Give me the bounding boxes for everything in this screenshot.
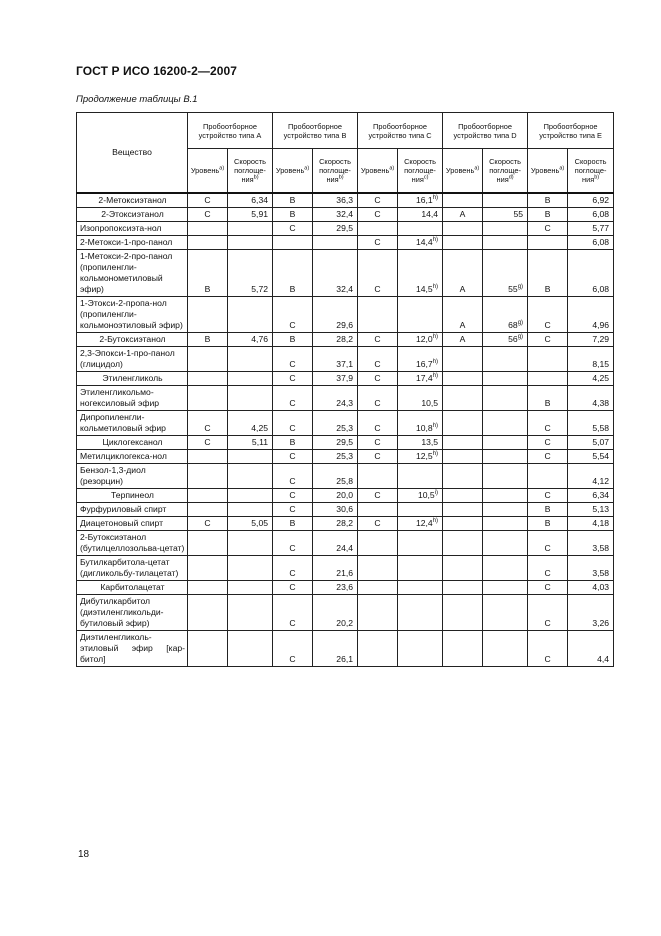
level-cell-a <box>188 502 228 516</box>
level-cell-c: C <box>358 207 398 221</box>
level-cell-c <box>358 530 398 555</box>
level-cell-d <box>443 594 483 630</box>
substance-name: Фурфуриловый спирт <box>77 502 188 516</box>
level-cell-b: C <box>273 555 313 580</box>
substance-name: 2-Бутоксиэтанол (бутилцеллозольва-цетат) <box>77 530 188 555</box>
level-cell-d <box>443 449 483 463</box>
table-row <box>77 385 614 410</box>
level-cell-e: C <box>528 449 568 463</box>
footnote-marker: g) <box>517 333 524 340</box>
level-cell-d <box>443 630 483 666</box>
rate-cell-d <box>483 630 528 666</box>
rate-cell-d <box>483 516 528 530</box>
level-header-d: Уровень$^{а)}$ <box>443 149 483 193</box>
table-row <box>77 207 614 221</box>
level-cell-b: C <box>273 449 313 463</box>
substance-column-header: Вещество <box>77 113 188 193</box>
table-row <box>77 235 614 249</box>
level-cell-b: B <box>273 249 313 296</box>
rate-cell-e: 5,54 <box>568 449 614 463</box>
rate-cell-e: 6,08 <box>568 235 614 249</box>
level-cell-c: C <box>358 488 398 502</box>
rate-cell-b: 23,6 <box>313 580 358 594</box>
table-row <box>77 630 614 666</box>
level-cell-d: A <box>443 296 483 332</box>
rate-cell-a <box>228 594 273 630</box>
rate-header-a: Скорость поглоще-ния$^{b)}$ <box>228 149 273 193</box>
level-cell-e: B <box>528 193 568 208</box>
level-header-c: Уровень$^{а)}$ <box>358 149 398 193</box>
rate-header-c: Скорость поглоще-ния$^{c)}$ <box>398 149 443 193</box>
level-cell-d <box>443 235 483 249</box>
table-row <box>77 516 614 530</box>
level-cell-c: C <box>358 346 398 371</box>
table-row <box>77 410 614 435</box>
rate-cell-e: 3,58 <box>568 530 614 555</box>
level-header-b: Уровень$^{а)}$ <box>273 149 313 193</box>
level-cell-a <box>188 630 228 666</box>
level-cell-c: C <box>358 435 398 449</box>
rate-cell-c: 12,0$^{h)}$ <box>398 332 443 346</box>
rate-cell-e: 3,26 <box>568 594 614 630</box>
rate-cell-e: 4,25 <box>568 371 614 385</box>
substance-name: 2,3-Эпокси-1-про-панол (глицидол) <box>77 346 188 371</box>
level-cell-a: B <box>188 332 228 346</box>
substance-name: Дипропиленгли-кольметиловый эфир <box>77 410 188 435</box>
level-cell-e <box>528 235 568 249</box>
level-header-a: Уровень$^{а)}$ <box>188 149 228 193</box>
level-cell-c: C <box>358 332 398 346</box>
level-cell-c: C <box>358 235 398 249</box>
level-cell-d <box>443 346 483 371</box>
rate-cell-e: 7,29 <box>568 332 614 346</box>
level-cell-c <box>358 630 398 666</box>
substance-name: 2-Бутоксиэтанол <box>77 332 188 346</box>
rate-cell-b: 32,4 <box>313 207 358 221</box>
rate-cell-c <box>398 580 443 594</box>
rate-cell-e: 4,12 <box>568 463 614 488</box>
rate-cell-a <box>228 296 273 332</box>
level-cell-c: C <box>358 516 398 530</box>
substance-name: Терпинеол <box>77 488 188 502</box>
group-header-c: Пробоотборное устройство типа С <box>358 113 443 149</box>
footnote-marker: h) <box>432 283 439 290</box>
rate-cell-a <box>228 235 273 249</box>
level-cell-b: C <box>273 410 313 435</box>
substance-name: Бензол-1,3-диол (резорцин) <box>77 463 188 488</box>
rate-cell-b: 29,5 <box>313 221 358 235</box>
substance-name: Этиленгликольмо-ногексиловый эфир <box>77 385 188 410</box>
level-cell-b: B <box>273 193 313 208</box>
level-cell-e: B <box>528 207 568 221</box>
document-title: ГОСТ Р ИСО 16200-2—2007 <box>76 64 238 78</box>
level-cell-d <box>443 463 483 488</box>
rate-cell-a <box>228 488 273 502</box>
rate-cell-b: 36,3 <box>313 193 358 208</box>
rate-cell-d: 55$^{g)}$ <box>483 249 528 296</box>
level-cell-a <box>188 235 228 249</box>
table-continuation-caption: Продолжение таблицы В.1 <box>76 94 198 105</box>
rate-cell-a: 4,76 <box>228 332 273 346</box>
level-cell-c <box>358 594 398 630</box>
rate-cell-a <box>228 346 273 371</box>
rate-cell-e: 3,58 <box>568 555 614 580</box>
rate-cell-a <box>228 449 273 463</box>
level-cell-e: C <box>528 594 568 630</box>
level-header-e: Уровень$^{а)}$ <box>528 149 568 193</box>
rate-cell-d <box>483 221 528 235</box>
rate-cell-d <box>483 580 528 594</box>
page-number: 18 <box>78 849 90 860</box>
rate-cell-c: 17,4$^{h)}$ <box>398 371 443 385</box>
rate-cell-c: 14,5$^{h)}$ <box>398 249 443 296</box>
substance-name: 1-Метокси-2-про-панол (пропиленгли-кольмонометиловый эфир) <box>77 249 188 296</box>
rate-cell-d <box>483 555 528 580</box>
level-cell-d <box>443 555 483 580</box>
level-cell-d <box>443 516 483 530</box>
level-cell-d <box>443 580 483 594</box>
rate-cell-b: 25,3 <box>313 410 358 435</box>
level-cell-d <box>443 385 483 410</box>
level-cell-a <box>188 371 228 385</box>
level-cell-d <box>443 371 483 385</box>
level-cell-a: C <box>188 193 228 208</box>
rate-cell-b: 25,3 <box>313 449 358 463</box>
level-cell-b: C <box>273 488 313 502</box>
level-cell-a <box>188 530 228 555</box>
level-cell-e: C <box>528 530 568 555</box>
level-cell-c <box>358 221 398 235</box>
rate-cell-b: 21,6 <box>313 555 358 580</box>
rate-cell-d: 68$^{g)}$ <box>483 296 528 332</box>
level-cell-e <box>528 346 568 371</box>
table-row <box>77 371 614 385</box>
level-cell-a <box>188 580 228 594</box>
table-row <box>77 249 614 296</box>
level-cell-c: C <box>358 371 398 385</box>
rate-cell-c <box>398 594 443 630</box>
rate-cell-a: 5,05 <box>228 516 273 530</box>
level-cell-b: B <box>273 435 313 449</box>
level-cell-b: C <box>273 371 313 385</box>
level-cell-b: B <box>273 332 313 346</box>
rate-cell-d <box>483 530 528 555</box>
rate-cell-b: 29,6 <box>313 296 358 332</box>
level-cell-e: C <box>528 221 568 235</box>
level-cell-c: C <box>358 410 398 435</box>
rate-cell-b: 32,4 <box>313 249 358 296</box>
level-cell-b: C <box>273 502 313 516</box>
table-row <box>77 346 614 371</box>
level-cell-d: A <box>443 207 483 221</box>
rate-cell-b: 37,9 <box>313 371 358 385</box>
rate-header-d: Скорость поглоще-ния$^{d)}$ <box>483 149 528 193</box>
rate-cell-c: 10,5$^{i)}$ <box>398 488 443 502</box>
footnote-marker: h) <box>432 450 439 457</box>
rate-cell-e: 4,18 <box>568 516 614 530</box>
level-cell-d <box>443 221 483 235</box>
level-cell-b: C <box>273 580 313 594</box>
rate-cell-b: 25,8 <box>313 463 358 488</box>
group-header-d: Пробоотборное устройство типа D <box>443 113 528 149</box>
level-cell-c: C <box>358 193 398 208</box>
rate-cell-b: 20,2 <box>313 594 358 630</box>
rate-cell-c <box>398 530 443 555</box>
table-row <box>77 435 614 449</box>
rate-cell-c: 10,5 <box>398 385 443 410</box>
table-row <box>77 530 614 555</box>
substance-name: Диэтиленгликоль-этиловый эфир [кар-битол] <box>77 630 188 666</box>
rate-cell-c: 12,4$^{h)}$ <box>398 516 443 530</box>
level-cell-a: C <box>188 410 228 435</box>
rate-cell-e: 6,08 <box>568 207 614 221</box>
footnote-marker: g) <box>517 283 524 290</box>
level-cell-b: B <box>273 207 313 221</box>
level-cell-e: C <box>528 488 568 502</box>
level-cell-d <box>443 488 483 502</box>
rate-cell-a: 5,11 <box>228 435 273 449</box>
level-cell-c <box>358 296 398 332</box>
rate-cell-e: 4,38 <box>568 385 614 410</box>
rate-cell-b: 26,1 <box>313 630 358 666</box>
level-cell-a: C <box>188 207 228 221</box>
level-cell-a: C <box>188 435 228 449</box>
rate-header-b: Скорость поглоще-ния$^{b)}$ <box>313 149 358 193</box>
level-cell-e: B <box>528 385 568 410</box>
rate-cell-e: 5,58 <box>568 410 614 435</box>
rate-cell-c: 16,1$^{h)}$ <box>398 193 443 208</box>
rate-cell-d <box>483 385 528 410</box>
level-cell-b: C <box>273 346 313 371</box>
level-cell-c: C <box>358 385 398 410</box>
rate-cell-a <box>228 502 273 516</box>
rate-cell-b: 20,0 <box>313 488 358 502</box>
rate-cell-a <box>228 580 273 594</box>
rate-cell-b: 24,3 <box>313 385 358 410</box>
level-cell-d: A <box>443 249 483 296</box>
footnote-marker: h) <box>432 333 439 340</box>
level-cell-e: C <box>528 296 568 332</box>
level-cell-e: C <box>528 410 568 435</box>
rate-cell-c: 10,8$^{h)}$ <box>398 410 443 435</box>
rate-cell-c: 16,7$^{h)}$ <box>398 346 443 371</box>
level-cell-c: C <box>358 449 398 463</box>
rate-cell-e: 5,07 <box>568 435 614 449</box>
table-row <box>77 332 614 346</box>
group-header-b: Пробоотборное устройство типа В <box>273 113 358 149</box>
table-row <box>77 296 614 332</box>
level-cell-d: A <box>443 332 483 346</box>
level-cell-b: C <box>273 385 313 410</box>
group-header-a: Пробоотборное устройство типа А <box>188 113 273 149</box>
table-row <box>77 555 614 580</box>
table-row <box>77 221 614 235</box>
rate-cell-c: 12,5$^{h)}$ <box>398 449 443 463</box>
rate-cell-d <box>483 346 528 371</box>
rate-cell-a: 5,72 <box>228 249 273 296</box>
rate-cell-a: 4,25 <box>228 410 273 435</box>
rate-cell-b: 30,6 <box>313 502 358 516</box>
substance-name: Карбитолацетат <box>77 580 188 594</box>
rate-cell-a: 5,91 <box>228 207 273 221</box>
substance-name: 1-Этокси-2-пропа-нол (пропиленгли-кольмоноэтиловый эфир) <box>77 296 188 332</box>
level-cell-e: C <box>528 555 568 580</box>
rate-cell-c <box>398 630 443 666</box>
level-cell-b: C <box>273 296 313 332</box>
level-cell-a: B <box>188 249 228 296</box>
level-cell-c: C <box>358 249 398 296</box>
footnote-marker: h) <box>432 194 439 201</box>
level-cell-e <box>528 463 568 488</box>
rate-cell-c <box>398 463 443 488</box>
rate-cell-c <box>398 221 443 235</box>
level-cell-a <box>188 594 228 630</box>
level-cell-e: B <box>528 249 568 296</box>
rate-cell-e: 8,15 <box>568 346 614 371</box>
level-cell-e: C <box>528 332 568 346</box>
rate-cell-d <box>483 502 528 516</box>
level-cell-c <box>358 580 398 594</box>
footnote-marker: h) <box>432 236 439 243</box>
rate-cell-b <box>313 235 358 249</box>
level-cell-d <box>443 410 483 435</box>
rate-cell-c <box>398 502 443 516</box>
footnote-marker: h) <box>432 372 439 379</box>
level-cell-e: B <box>528 516 568 530</box>
level-cell-b: C <box>273 530 313 555</box>
rate-cell-a <box>228 385 273 410</box>
substance-name: 2-Этоксиэтанол <box>77 207 188 221</box>
level-cell-c <box>358 502 398 516</box>
level-cell-c <box>358 555 398 580</box>
table-row <box>77 193 614 208</box>
level-cell-e <box>528 371 568 385</box>
substance-name: 2-Метокси-1-про-панол <box>77 235 188 249</box>
table-row <box>77 580 614 594</box>
rate-cell-d: 55 <box>483 207 528 221</box>
table-row <box>77 502 614 516</box>
rate-cell-a <box>228 463 273 488</box>
footnote-marker: i) <box>434 489 439 496</box>
level-cell-a <box>188 346 228 371</box>
rate-cell-b: 24,4 <box>313 530 358 555</box>
footnote-marker: h) <box>432 422 439 429</box>
rate-cell-d <box>483 371 528 385</box>
rate-cell-c <box>398 296 443 332</box>
rate-cell-a <box>228 630 273 666</box>
footnote-marker: g) <box>517 319 524 326</box>
table-row <box>77 488 614 502</box>
level-cell-b: C <box>273 463 313 488</box>
level-cell-a <box>188 296 228 332</box>
rate-cell-a: 6,34 <box>228 193 273 208</box>
level-cell-e: C <box>528 580 568 594</box>
level-cell-a <box>188 221 228 235</box>
footnote-marker: h) <box>432 358 439 365</box>
rate-cell-e: 6,92 <box>568 193 614 208</box>
rate-cell-b: 28,2 <box>313 332 358 346</box>
table-row <box>77 449 614 463</box>
level-cell-a <box>188 449 228 463</box>
sorption-rate-table <box>76 112 614 667</box>
level-cell-e: B <box>528 502 568 516</box>
rate-cell-a <box>228 221 273 235</box>
rate-cell-d <box>483 410 528 435</box>
level-cell-d <box>443 435 483 449</box>
substance-name: Этиленгликоль <box>77 371 188 385</box>
level-cell-c <box>358 463 398 488</box>
level-cell-a <box>188 488 228 502</box>
table-row <box>77 594 614 630</box>
rate-cell-d <box>483 463 528 488</box>
rate-cell-e: 4,96 <box>568 296 614 332</box>
rate-cell-a <box>228 530 273 555</box>
rate-cell-c <box>398 555 443 580</box>
rate-cell-e: 6,08 <box>568 249 614 296</box>
rate-cell-d <box>483 235 528 249</box>
rate-header-e: Скорость поглоще-ния$^{b)}$ <box>568 149 614 193</box>
substance-name: Изопропоксиэта-нол <box>77 221 188 235</box>
level-cell-b: B <box>273 516 313 530</box>
rate-cell-c: 13,5 <box>398 435 443 449</box>
level-cell-a: C <box>188 516 228 530</box>
rate-cell-e: 4,4 <box>568 630 614 666</box>
rate-cell-b: 37,1 <box>313 346 358 371</box>
substance-name: Диацетоновый спирт <box>77 516 188 530</box>
rate-cell-c: 14,4$^{h)}$ <box>398 235 443 249</box>
level-cell-a <box>188 463 228 488</box>
substance-name: Метилциклогекса-нол <box>77 449 188 463</box>
rate-cell-e: 5,77 <box>568 221 614 235</box>
table-row <box>77 463 614 488</box>
group-header-e: Пробоотборное устройство типа Е <box>528 113 614 149</box>
level-cell-e: C <box>528 435 568 449</box>
level-cell-a <box>188 555 228 580</box>
rate-cell-d: 56$^{g)}$ <box>483 332 528 346</box>
substance-name: Бутилкарбитола-цетат (дигликольбу-тилацетат) <box>77 555 188 580</box>
rate-cell-a <box>228 555 273 580</box>
level-cell-d <box>443 530 483 555</box>
level-cell-b: C <box>273 221 313 235</box>
rate-cell-c: 14,4 <box>398 207 443 221</box>
level-cell-e: C <box>528 630 568 666</box>
rate-cell-a <box>228 371 273 385</box>
substance-name: Дибутилкарбитол (диэтиленгликольди-бутиловый эфир) <box>77 594 188 630</box>
rate-cell-d <box>483 449 528 463</box>
rate-cell-d <box>483 193 528 208</box>
rate-cell-e: 6,34 <box>568 488 614 502</box>
level-cell-b: C <box>273 594 313 630</box>
level-cell-b <box>273 235 313 249</box>
level-cell-d <box>443 502 483 516</box>
rate-cell-b: 28,2 <box>313 516 358 530</box>
rate-cell-d <box>483 435 528 449</box>
substance-name: Циклогексанол <box>77 435 188 449</box>
rate-cell-b: 29,5 <box>313 435 358 449</box>
rate-cell-e: 5,13 <box>568 502 614 516</box>
rate-cell-d <box>483 488 528 502</box>
substance-name: 2-Метоксиэтанол <box>77 193 188 208</box>
level-cell-b: C <box>273 630 313 666</box>
footnote-marker: h) <box>432 517 439 524</box>
level-cell-d <box>443 193 483 208</box>
level-cell-a <box>188 385 228 410</box>
rate-cell-e: 4,03 <box>568 580 614 594</box>
rate-cell-d <box>483 594 528 630</box>
